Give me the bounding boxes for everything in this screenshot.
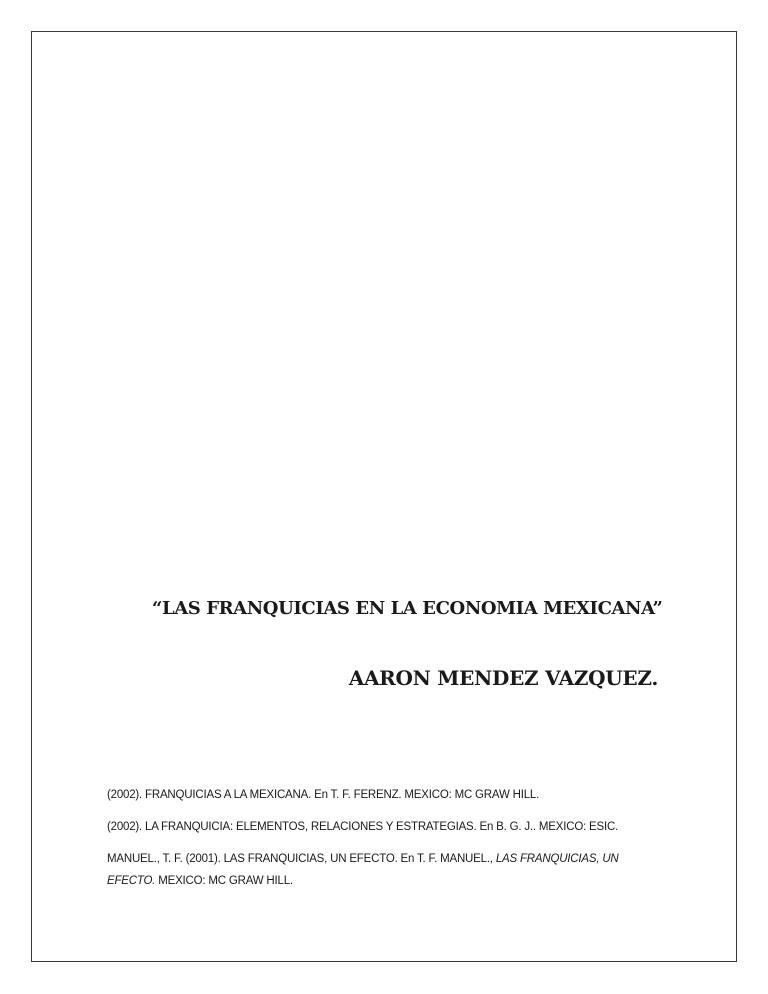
reference-entry xyxy=(107,816,667,838)
bibliography xyxy=(107,784,667,902)
reference-text: MEXICO: MC GRAW HILL. xyxy=(155,875,293,887)
document-title: “LAS FRANQUICIAS EN LA ECONOMIA MEXICANA” xyxy=(152,598,663,619)
reference-text: (2002). LA FRANQUICIA: ELEMENTOS, RELACIONES Y ESTRATEGIAS. En B. G. J.. MEXICO: ESIC. xyxy=(107,821,619,833)
reference-entry xyxy=(107,848,667,892)
author-name: AARON MENDEZ VAZQUEZ. xyxy=(348,666,658,690)
reference-entry xyxy=(107,784,667,806)
reference-text: (2002). FRANQUICIAS A LA MEXICANA. En T. F. FERENZ. MEXICO: MC GRAW HILL. xyxy=(107,789,540,801)
reference-italic-title: LAS FRANQUICIAS, UN EFECTO. xyxy=(107,853,619,887)
reference-text: MANUEL., T. F. (2001). LAS FRANQUICIAS, UN EFECTO. En T. F. MANUEL., xyxy=(107,853,496,865)
